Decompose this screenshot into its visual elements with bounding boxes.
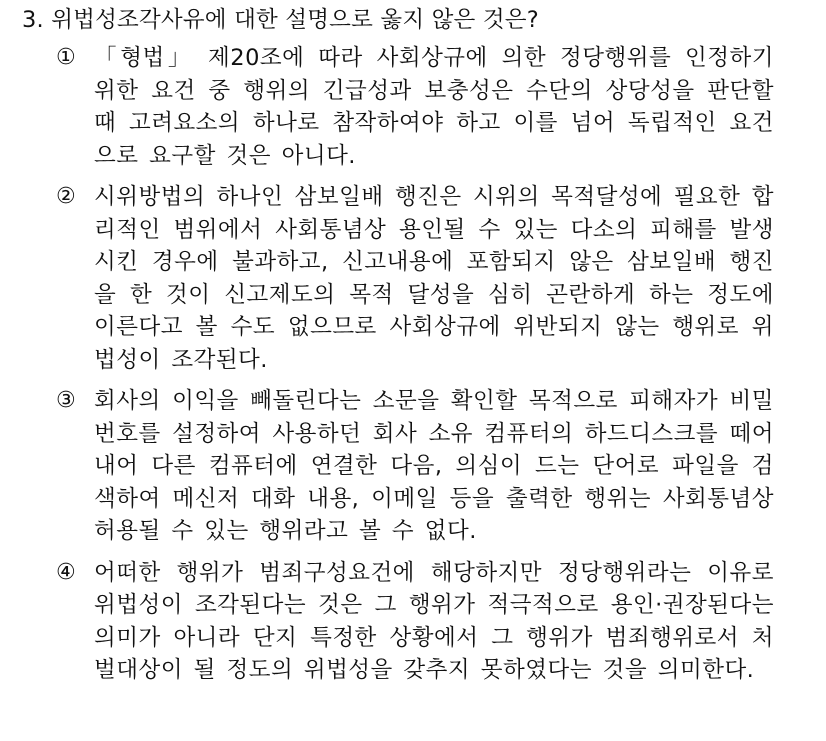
question-number: 3. <box>22 7 44 33</box>
question-block <box>22 0 812 696</box>
option-marker-2: ② <box>56 184 77 209</box>
question-title <box>22 4 812 36</box>
question-text: 위법성조각사유에 대한 설명으로 옳지 않은 것은? <box>51 7 539 33</box>
option-text-1: 「형법」 제20조에 따라 사회상규에 의한 정당행위를 인정하기 위한 요건 중 행위의 긴급성과 보충성은 수단의 상당성을 판단할 때 고려요소의 하나로 참작하여야 하고 이를 넘어 독립적인 요건으로 요구할 것은 아니다. <box>94 45 774 169</box>
option-marker-4: ④ <box>56 559 77 585</box>
option-text-3: 회사의 이익을 빼돌린다는 소문을 확인할 목적으로 피해자가 비밀번호를 설정하여 사용하던 회사 소유 컴퓨터의 하드디스크를 떼어내어 다른 컴퓨터에 연결한 다음, 의심이 드는 단어로 파일을 검색하여 메신저 대화 내용, 이메일 등을 출력한 행위는 사회통념상 허용될 수 있는 행위라고 볼 수 없다. <box>94 388 774 544</box>
answer-option-4[interactable] <box>22 557 774 687</box>
answer-option-3[interactable] <box>22 385 774 548</box>
answer-option-2[interactable] <box>22 181 774 376</box>
answer-option-1[interactable] <box>22 42 774 172</box>
option-text-4: 어떠한 행위가 범죄구성요건에 해당하지만 정당행위라는 이유로 위법성이 조각된다는 것은 그 행위가 적극적으로 용인·권장된다는 의미가 아니라 단지 특정한 상황에서 그 행위가 범죄행위로서 처벌대상이 될 정도의 위법성을 갖추지 못하였다는 것을 의미한다. <box>94 559 774 683</box>
option-marker-3: ③ <box>56 388 77 413</box>
option-marker-1: ① <box>56 45 77 70</box>
option-text-2: 시위방법의 하나인 삼보일배 행진은 시위의 목적달성에 필요한 합리적인 범위에서 사회통념상 용인될 수 있는 다소의 피해를 발생시킨 경우에 불과하고, 신고내용에 포함되지 않은 삼보일배 행진을 한 것이 신고제도의 목적 달성을 심히 곤란하게 하는 정도에 이른다고 볼 수도 없으므로 사회상규에 위반되지 않는 행위로 위법성이 조각된다. <box>94 184 774 373</box>
